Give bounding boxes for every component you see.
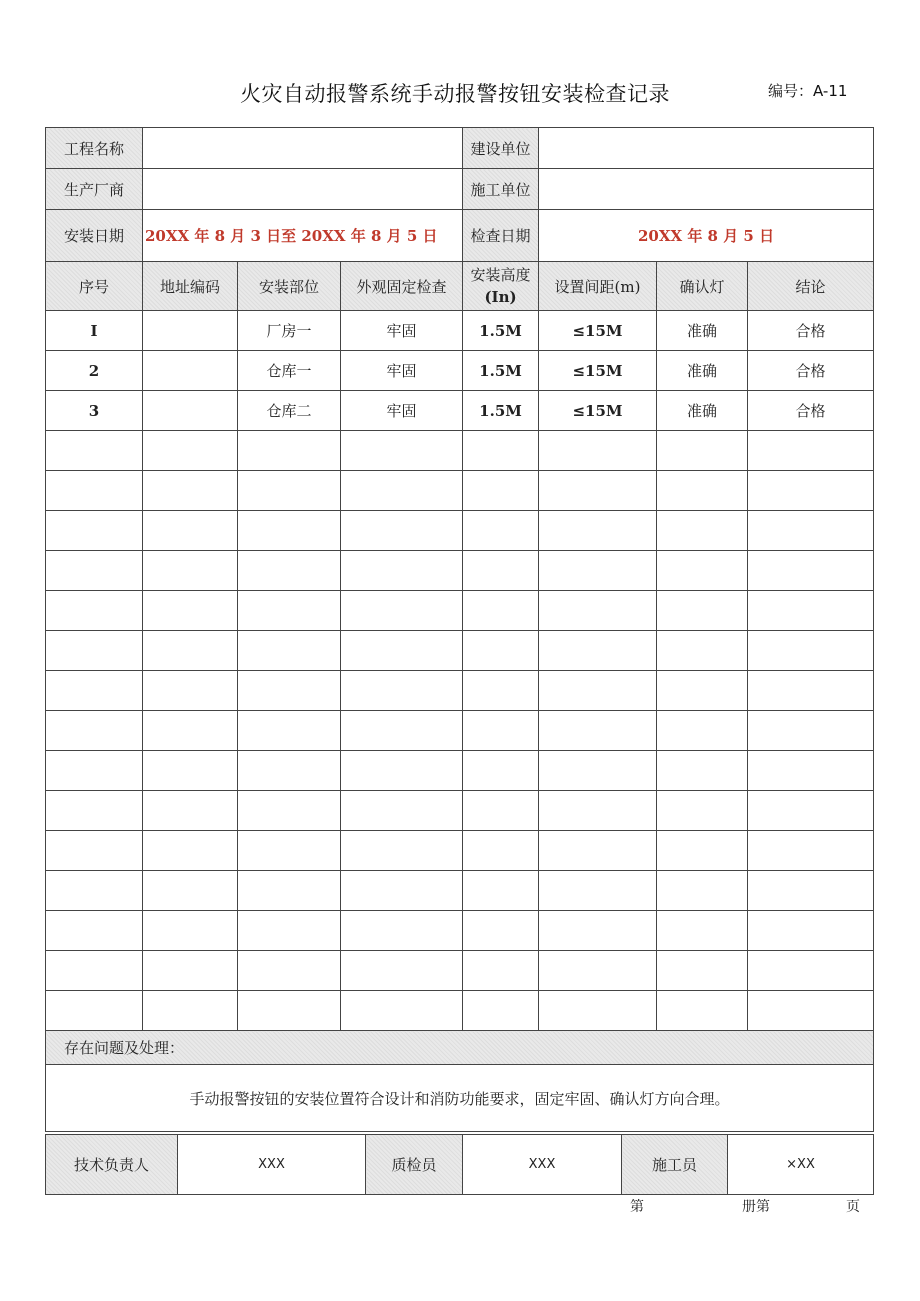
empty-cell[interactable] bbox=[143, 991, 238, 1031]
empty-cell[interactable] bbox=[748, 711, 874, 751]
empty-cell[interactable] bbox=[748, 671, 874, 711]
empty-cell[interactable] bbox=[539, 831, 657, 871]
empty-cell[interactable] bbox=[341, 631, 463, 671]
empty-table-row bbox=[46, 671, 874, 711]
col-header-height-line1: 安装高度 bbox=[470, 266, 531, 284]
empty-cell[interactable] bbox=[238, 751, 341, 791]
empty-cell[interactable] bbox=[238, 911, 341, 951]
empty-cell[interactable] bbox=[657, 751, 748, 791]
cell-lamp[interactable]: 准确 bbox=[657, 351, 748, 391]
empty-cell[interactable] bbox=[238, 511, 341, 551]
col-header-location: 安装部位 bbox=[238, 262, 341, 311]
cell-appearance[interactable]: 牢固 bbox=[341, 391, 463, 431]
empty-cell[interactable] bbox=[463, 711, 539, 751]
table-row bbox=[46, 391, 874, 431]
empty-cell[interactable] bbox=[341, 471, 463, 511]
empty-table-row bbox=[46, 551, 874, 591]
empty-cell[interactable] bbox=[341, 871, 463, 911]
empty-cell[interactable] bbox=[539, 991, 657, 1031]
empty-cell[interactable] bbox=[143, 871, 238, 911]
empty-cell[interactable] bbox=[657, 711, 748, 751]
tech-lead-signature[interactable]: XXX bbox=[178, 1135, 366, 1195]
empty-cell[interactable] bbox=[463, 511, 539, 551]
empty-cell[interactable] bbox=[46, 751, 143, 791]
empty-table-row bbox=[46, 711, 874, 751]
empty-cell[interactable] bbox=[539, 431, 657, 471]
empty-cell[interactable] bbox=[238, 991, 341, 1031]
signature-row bbox=[46, 1135, 874, 1195]
cell-conclusion[interactable]: 合格 bbox=[748, 391, 874, 431]
notes-text-row bbox=[46, 1065, 874, 1132]
empty-cell[interactable] bbox=[46, 911, 143, 951]
empty-cell[interactable] bbox=[748, 511, 874, 551]
empty-cell[interactable] bbox=[463, 551, 539, 591]
empty-table-row bbox=[46, 911, 874, 951]
col-header-lamp: 确认灯 bbox=[657, 262, 748, 311]
empty-cell[interactable] bbox=[657, 831, 748, 871]
install-date-field[interactable]: 20XX 年 8 月 3 日至 20XX 年 8 月 5 日 bbox=[143, 210, 463, 262]
empty-cell[interactable] bbox=[341, 671, 463, 711]
empty-cell[interactable] bbox=[463, 431, 539, 471]
empty-cell[interactable] bbox=[748, 871, 874, 911]
cell-spacing[interactable]: ≤15M bbox=[539, 391, 657, 431]
empty-cell[interactable] bbox=[143, 591, 238, 631]
footer-volume-prefix: 第 bbox=[630, 1199, 644, 1215]
empty-cell[interactable] bbox=[539, 911, 657, 951]
empty-cell[interactable] bbox=[238, 591, 341, 631]
table-row bbox=[46, 351, 874, 391]
cell-location[interactable]: 厂房一 bbox=[238, 311, 341, 351]
empty-cell[interactable] bbox=[238, 951, 341, 991]
empty-cell[interactable] bbox=[341, 551, 463, 591]
empty-cell[interactable] bbox=[539, 471, 657, 511]
empty-table-row bbox=[46, 791, 874, 831]
empty-cell[interactable] bbox=[46, 551, 143, 591]
project-name-row bbox=[46, 128, 874, 169]
install-date-label: 安装日期 bbox=[46, 210, 143, 262]
empty-cell[interactable] bbox=[657, 871, 748, 911]
empty-cell[interactable] bbox=[657, 511, 748, 551]
empty-cell[interactable] bbox=[657, 631, 748, 671]
empty-cell[interactable] bbox=[539, 551, 657, 591]
empty-cell[interactable] bbox=[463, 791, 539, 831]
empty-cell[interactable] bbox=[46, 951, 143, 991]
check-date-label: 检查日期 bbox=[463, 210, 539, 262]
empty-cell[interactable] bbox=[238, 671, 341, 711]
empty-cell[interactable] bbox=[143, 911, 238, 951]
empty-cell[interactable] bbox=[748, 791, 874, 831]
col-header-spacing: 设置间距(m) bbox=[539, 262, 657, 311]
cell-conclusion[interactable]: 合格 bbox=[748, 351, 874, 391]
empty-cell[interactable] bbox=[657, 471, 748, 511]
cell-appearance[interactable]: 牢固 bbox=[341, 311, 463, 351]
col-header-height bbox=[463, 262, 539, 311]
cell-address[interactable] bbox=[143, 311, 238, 351]
empty-cell[interactable] bbox=[657, 591, 748, 631]
empty-cell[interactable] bbox=[143, 511, 238, 551]
empty-cell[interactable] bbox=[143, 751, 238, 791]
cell-seq[interactable]: 3 bbox=[46, 391, 143, 431]
document-code: 编号：A-11 bbox=[768, 82, 848, 100]
empty-cell[interactable] bbox=[341, 591, 463, 631]
cell-spacing[interactable]: ≤15M bbox=[539, 311, 657, 351]
footer-page-suffix: 页 bbox=[846, 1199, 860, 1215]
empty-cell[interactable] bbox=[143, 431, 238, 471]
empty-cell[interactable] bbox=[238, 471, 341, 511]
dates-row bbox=[46, 210, 874, 262]
page-title: 火灾自动报警系统手动报警按钮安装检查记录 bbox=[240, 82, 670, 106]
cell-height[interactable]: 1.5M bbox=[463, 351, 539, 391]
empty-cell[interactable] bbox=[463, 911, 539, 951]
empty-cell[interactable] bbox=[341, 511, 463, 551]
empty-table-row bbox=[46, 471, 874, 511]
empty-cell[interactable] bbox=[46, 871, 143, 911]
empty-cell[interactable] bbox=[46, 671, 143, 711]
table-row bbox=[46, 311, 874, 351]
empty-cell[interactable] bbox=[143, 671, 238, 711]
manufacturer-label: 生产厂商 bbox=[46, 169, 143, 210]
empty-cell[interactable] bbox=[748, 751, 874, 791]
empty-cell[interactable] bbox=[341, 431, 463, 471]
empty-cell[interactable] bbox=[143, 711, 238, 751]
cell-lamp[interactable]: 准确 bbox=[657, 311, 748, 351]
empty-cell[interactable] bbox=[238, 431, 341, 471]
empty-cell[interactable] bbox=[341, 711, 463, 751]
empty-cell[interactable] bbox=[463, 671, 539, 711]
signature-table bbox=[45, 1134, 874, 1195]
empty-cell[interactable] bbox=[463, 631, 539, 671]
manufacturer-row bbox=[46, 169, 874, 210]
col-header-seq: 序号 bbox=[46, 262, 143, 311]
empty-table-row bbox=[46, 591, 874, 631]
empty-table-row bbox=[46, 991, 874, 1031]
empty-table-row bbox=[46, 431, 874, 471]
cell-address[interactable] bbox=[143, 351, 238, 391]
empty-cell[interactable] bbox=[143, 791, 238, 831]
col-header-appearance: 外观固定检查 bbox=[341, 262, 463, 311]
empty-cell[interactable] bbox=[463, 751, 539, 791]
empty-cell[interactable] bbox=[748, 991, 874, 1031]
empty-cell[interactable] bbox=[238, 631, 341, 671]
builder-field[interactable] bbox=[539, 128, 874, 169]
empty-cell[interactable] bbox=[463, 991, 539, 1031]
check-date-field[interactable]: 20XX 年 8 月 5 日 bbox=[539, 210, 874, 262]
cell-appearance[interactable]: 牢固 bbox=[341, 351, 463, 391]
empty-cell[interactable] bbox=[46, 471, 143, 511]
empty-cell[interactable] bbox=[463, 871, 539, 911]
tech-lead-label: 技术负责人 bbox=[46, 1135, 178, 1195]
empty-cell[interactable] bbox=[657, 671, 748, 711]
empty-cell[interactable] bbox=[46, 791, 143, 831]
empty-cell[interactable] bbox=[143, 551, 238, 591]
project-name-field[interactable] bbox=[143, 128, 463, 169]
cell-location[interactable]: 仓库二 bbox=[238, 391, 341, 431]
empty-cell[interactable] bbox=[46, 711, 143, 751]
builder-label: 建设单位 bbox=[463, 128, 539, 169]
empty-table-row bbox=[46, 631, 874, 671]
empty-cell[interactable] bbox=[46, 991, 143, 1031]
cell-seq[interactable]: 2 bbox=[46, 351, 143, 391]
cell-height[interactable]: 1.5M bbox=[463, 311, 539, 351]
empty-cell[interactable] bbox=[748, 471, 874, 511]
project-name-label: 工程名称 bbox=[46, 128, 143, 169]
builder-staff-signature[interactable]: ×XX bbox=[728, 1135, 874, 1195]
qc-label: 质检员 bbox=[366, 1135, 463, 1195]
empty-cell[interactable] bbox=[341, 951, 463, 991]
empty-cell[interactable] bbox=[341, 751, 463, 791]
empty-cell[interactable] bbox=[143, 951, 238, 991]
builder-staff-label: 施工员 bbox=[622, 1135, 728, 1195]
empty-cell[interactable] bbox=[341, 831, 463, 871]
manufacturer-field[interactable] bbox=[143, 169, 463, 210]
empty-cell[interactable] bbox=[748, 911, 874, 951]
empty-cell[interactable] bbox=[238, 791, 341, 831]
cell-spacing[interactable]: ≤15M bbox=[539, 351, 657, 391]
empty-cell[interactable] bbox=[657, 551, 748, 591]
cell-address[interactable] bbox=[143, 391, 238, 431]
empty-cell[interactable] bbox=[657, 911, 748, 951]
empty-cell[interactable] bbox=[238, 831, 341, 871]
empty-table-row bbox=[46, 951, 874, 991]
empty-cell[interactable] bbox=[748, 591, 874, 631]
footer-volume-mid: 册第 bbox=[742, 1199, 770, 1215]
cell-location[interactable]: 仓库一 bbox=[238, 351, 341, 391]
empty-cell[interactable] bbox=[46, 431, 143, 471]
empty-table-row bbox=[46, 831, 874, 871]
empty-cell[interactable] bbox=[238, 871, 341, 911]
qc-signature[interactable]: XXX bbox=[463, 1135, 622, 1195]
empty-cell[interactable] bbox=[143, 831, 238, 871]
notes-label: 存在问题及处理： bbox=[46, 1031, 874, 1065]
empty-cell[interactable] bbox=[341, 911, 463, 951]
empty-cell[interactable] bbox=[238, 711, 341, 751]
col-header-height-line2: (In) bbox=[484, 288, 517, 306]
empty-cell[interactable] bbox=[46, 511, 143, 551]
empty-cell[interactable] bbox=[463, 951, 539, 991]
constructor-label: 施工单位 bbox=[463, 169, 539, 210]
empty-cell[interactable] bbox=[539, 671, 657, 711]
empty-cell[interactable] bbox=[463, 831, 539, 871]
empty-cell[interactable] bbox=[46, 631, 143, 671]
empty-cell[interactable] bbox=[539, 871, 657, 911]
empty-table-row bbox=[46, 871, 874, 911]
empty-cell[interactable] bbox=[46, 591, 143, 631]
empty-cell[interactable] bbox=[748, 431, 874, 471]
empty-cell[interactable] bbox=[657, 791, 748, 831]
notes-text[interactable]: 手动报警按钮的安装位置符合设计和消防功能要求，固定牢固、确认灯方向合理。 bbox=[46, 1065, 874, 1132]
empty-table-row bbox=[46, 751, 874, 791]
col-header-address: 地址编码 bbox=[143, 262, 238, 311]
empty-cell[interactable] bbox=[748, 951, 874, 991]
empty-cell[interactable] bbox=[539, 751, 657, 791]
empty-cell[interactable] bbox=[539, 631, 657, 671]
empty-cell[interactable] bbox=[341, 791, 463, 831]
cell-conclusion[interactable]: 合格 bbox=[748, 311, 874, 351]
empty-cell[interactable] bbox=[748, 631, 874, 671]
cell-seq[interactable]: I bbox=[46, 311, 143, 351]
cell-lamp[interactable]: 准确 bbox=[657, 391, 748, 431]
empty-cell[interactable] bbox=[463, 471, 539, 511]
empty-table-row bbox=[46, 511, 874, 551]
empty-cell[interactable] bbox=[143, 471, 238, 511]
inspection-form bbox=[45, 127, 874, 1132]
empty-cell[interactable] bbox=[46, 831, 143, 871]
empty-cell[interactable] bbox=[539, 951, 657, 991]
empty-cell[interactable] bbox=[539, 591, 657, 631]
empty-cell[interactable] bbox=[657, 991, 748, 1031]
empty-cell[interactable] bbox=[657, 431, 748, 471]
empty-cell[interactable] bbox=[539, 711, 657, 751]
empty-cell[interactable] bbox=[341, 991, 463, 1031]
column-header-row bbox=[46, 262, 874, 311]
empty-cell[interactable] bbox=[143, 631, 238, 671]
notes-label-row bbox=[46, 1031, 874, 1065]
cell-height[interactable]: 1.5M bbox=[463, 391, 539, 431]
empty-cell[interactable] bbox=[657, 951, 748, 991]
empty-cell[interactable] bbox=[463, 591, 539, 631]
empty-cell[interactable] bbox=[539, 511, 657, 551]
empty-cell[interactable] bbox=[238, 551, 341, 591]
col-header-conclusion: 结论 bbox=[748, 262, 874, 311]
constructor-field[interactable] bbox=[539, 169, 874, 210]
empty-cell[interactable] bbox=[748, 551, 874, 591]
empty-cell[interactable] bbox=[748, 831, 874, 871]
empty-cell[interactable] bbox=[539, 791, 657, 831]
